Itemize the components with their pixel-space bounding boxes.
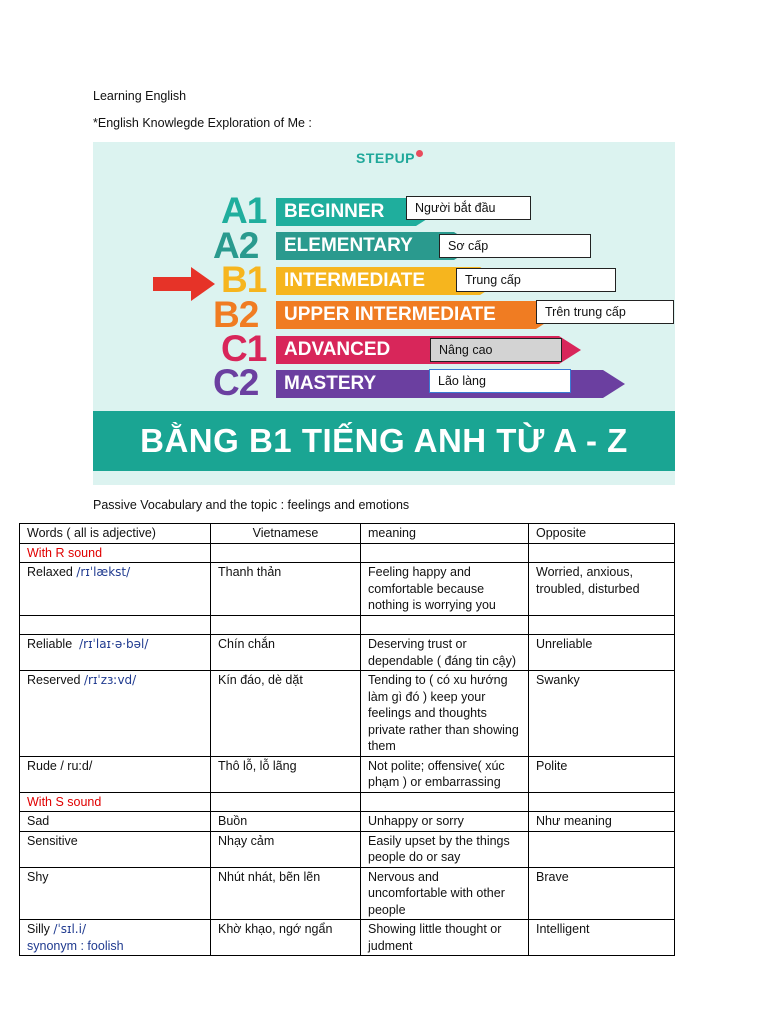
level-vn-b2: Trên trung cấp xyxy=(536,300,674,324)
level-code-c2: C2 xyxy=(213,362,259,403)
level-vn-c2: Lão làng xyxy=(429,369,571,393)
table-row xyxy=(20,792,675,812)
level-bar-c2: MASTERY xyxy=(276,370,603,398)
level-bar-b2: UPPER INTERMEDIATE xyxy=(276,301,536,329)
section-title: Passive Vocabulary and the topic : feelings and emotions xyxy=(93,498,410,512)
level-bar-b1: INTERMEDIATE xyxy=(276,267,480,295)
group-label-r: With R sound xyxy=(20,543,211,563)
level-vn-b1: Trung cấp xyxy=(456,268,616,292)
table-row: Silly /ˈsɪl.i/ synonym : foolish Khờ khạo, ngớ ngẩn Showing little thought or judment Intelligent xyxy=(20,920,675,956)
table-row: Shy Nhút nhát, bẽn lẽn Nervous and uncomfortable with other people Brave xyxy=(20,867,675,920)
banner-title: BẰNG B1 TIẾNG ANH TỪ A - Z xyxy=(93,411,675,471)
level-bar-c1: ADVANCED xyxy=(276,336,559,364)
red-arrow-icon xyxy=(153,267,215,301)
header-opposite: Opposite xyxy=(529,524,675,544)
table-row: Rude / ru:d/ Thô lỗ, lỗ lãng Not polite; offensive( xúc phạm ) or embarrassing Polite xyxy=(20,756,675,792)
header-words: Words ( all is adjective) xyxy=(20,524,211,544)
table-row xyxy=(20,543,675,563)
doc-subtitle: *English Knowlegde Exploration of Me : xyxy=(93,116,312,130)
level-vn-a1: Người bắt đầu xyxy=(406,196,531,220)
level-code-a1: A1 xyxy=(221,190,267,231)
level-code-a2: A2 xyxy=(213,225,259,266)
table-row: Relaxed /rɪˈlækst/ Thanh thản Feeling happy and comfortable because nothing is worrying you Worried, anxious, troubled, disturbed xyxy=(20,563,675,616)
level-code-b1: B1 xyxy=(221,259,267,300)
level-code-c1: C1 xyxy=(221,328,267,369)
table-row: Reliable /rɪˈlaɪ·ə·bəl/ Chín chắn Deserving trust or dependable ( đáng tin cậy) Unreliable xyxy=(20,635,675,671)
table-row: Sad Buồn Unhappy or sorry Như meaning xyxy=(20,812,675,832)
header-meaning: meaning xyxy=(361,524,529,544)
table-row: Reserved /rɪˈzɜːvd/ Kín đáo, dè dặt Tending to ( có xu hướng làm gì đó ) keep your feelings and thoughts private rather than showing them Swanky xyxy=(20,671,675,757)
table-header-row xyxy=(20,524,675,544)
level-vn-a2: Sơ cấp xyxy=(439,234,591,258)
group-label-s: With S sound xyxy=(20,792,211,812)
vocabulary-table xyxy=(19,523,675,956)
stepup-logo: STEPUP xyxy=(356,150,423,166)
level-bar-a2: ELEMENTARY xyxy=(276,232,454,260)
table-row: Sensitive Nhạy cảm Easily upset by the things people do or say xyxy=(20,831,675,867)
cefr-levels-banner xyxy=(93,142,675,485)
doc-title: Learning English xyxy=(93,89,187,103)
header-vietnamese: Vietnamese xyxy=(211,524,361,544)
table-row xyxy=(20,615,675,635)
level-bar-a1: BEGINNER xyxy=(276,198,416,226)
level-code-b2: B2 xyxy=(213,294,259,335)
level-vn-c1: Nâng cao xyxy=(430,338,562,362)
